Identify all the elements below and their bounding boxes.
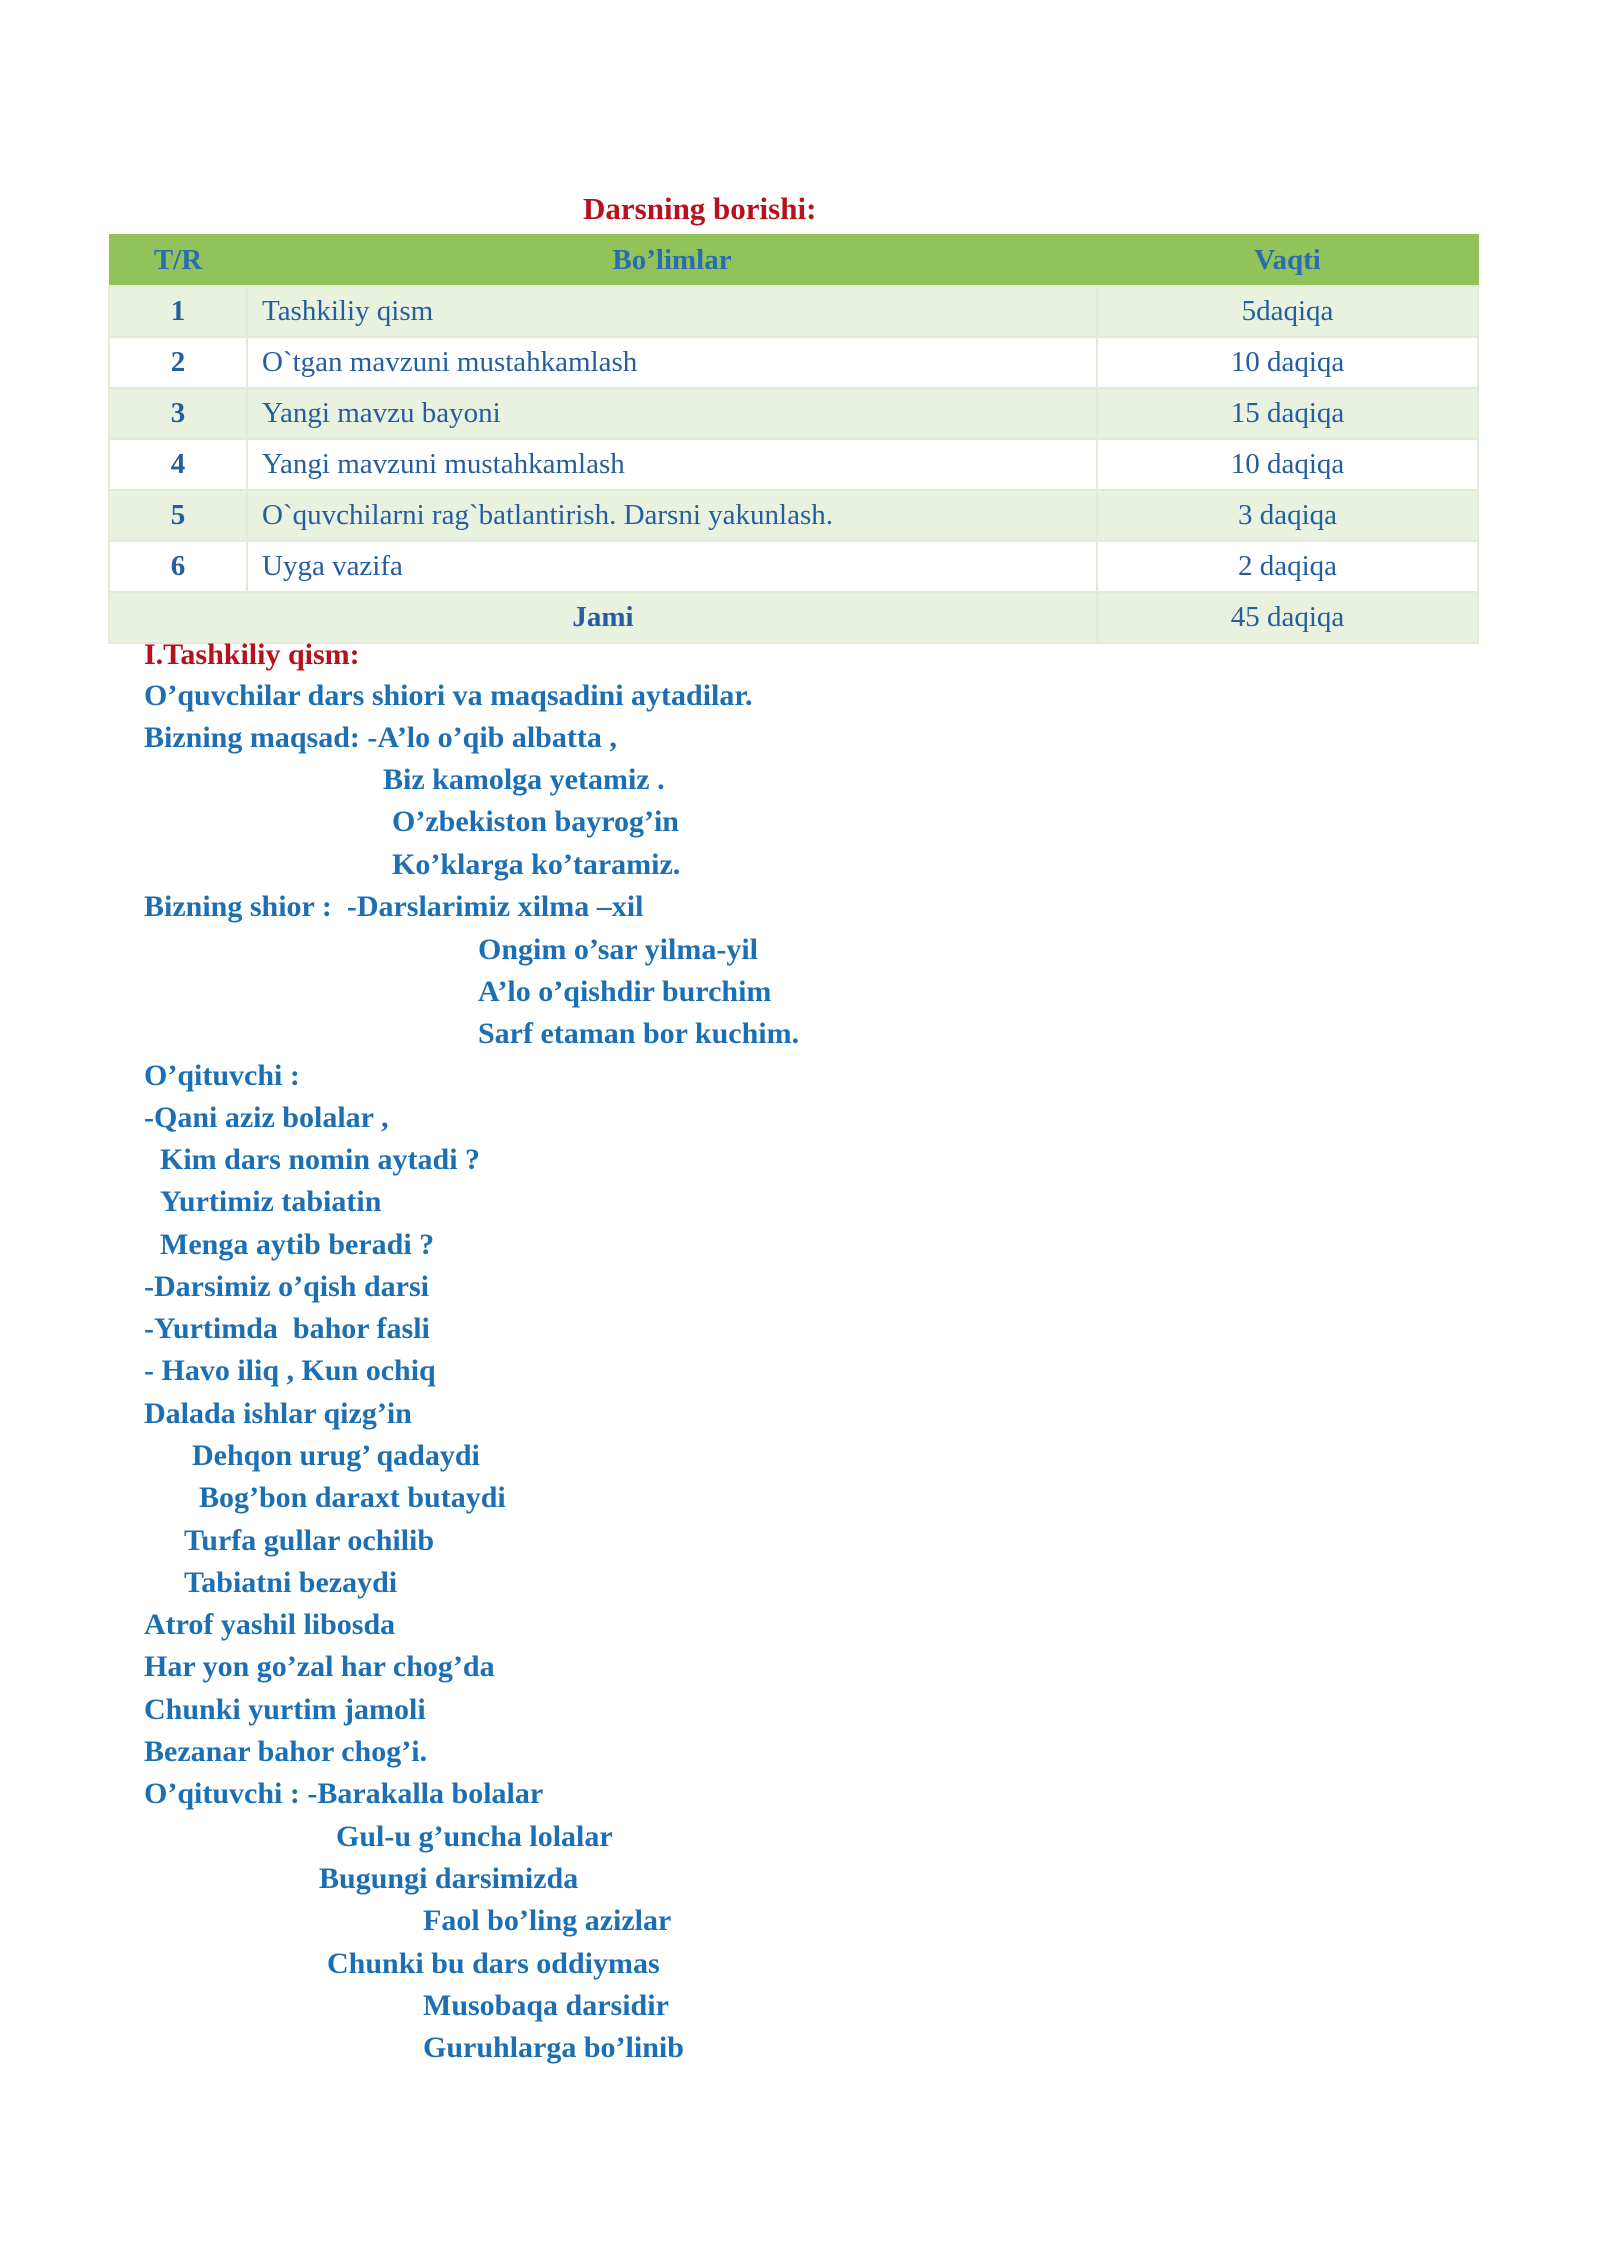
row-number: 4 bbox=[109, 439, 247, 490]
text-line: Bizning shior : -Darslarimiz xilma –xil bbox=[144, 890, 644, 923]
table-row bbox=[109, 541, 1478, 592]
text-line: Atrof yashil libosda bbox=[144, 1608, 396, 1641]
text-line: Guruhlarga bo’linib bbox=[423, 2031, 684, 2064]
text-line: Bugungi darsimizda bbox=[319, 1862, 579, 1895]
text-line: Biz kamolga yetamiz . bbox=[383, 763, 665, 796]
section-heading: I.Tashkiliy qism: bbox=[144, 638, 360, 671]
row-time: 10 daqiqa bbox=[1097, 439, 1478, 490]
table-row bbox=[109, 286, 1478, 337]
table-row bbox=[109, 388, 1478, 439]
row-section: Uyga vazifa bbox=[247, 541, 1097, 592]
row-section: Yangi mavzuni mustahkamlash bbox=[247, 439, 1097, 490]
lesson-plan-table bbox=[108, 234, 1479, 644]
text-line: Ongim o’sar yilma-yil bbox=[478, 933, 758, 966]
total-time: 45 daqiqa bbox=[1097, 592, 1478, 643]
text-line: Chunki yurtim jamoli bbox=[144, 1693, 426, 1726]
header-time: Vaqti bbox=[1097, 235, 1478, 287]
row-section: O`tgan mavzuni mustahkamlash bbox=[247, 337, 1097, 388]
text-line: -Darsimiz o’qish darsi bbox=[144, 1270, 429, 1303]
text-line: O’quvchilar dars shiori va maqsadini aytadilar. bbox=[144, 679, 753, 712]
text-line: Tabiatni bezaydi bbox=[184, 1566, 398, 1599]
table-row bbox=[109, 439, 1478, 490]
text-line: O’qituvchi : bbox=[144, 1059, 300, 1092]
text-line: Turfa gullar ochilib bbox=[184, 1524, 435, 1557]
row-section: Tashkiliy qism bbox=[247, 286, 1097, 337]
table-row bbox=[109, 490, 1478, 541]
text-line: A’lo o’qishdir burchim bbox=[478, 975, 772, 1008]
row-time: 10 daqiqa bbox=[1097, 337, 1478, 388]
row-number: 2 bbox=[109, 337, 247, 388]
row-number: 6 bbox=[109, 541, 247, 592]
text-line: O’zbekiston bayrog’in bbox=[392, 805, 679, 838]
total-label: Jami bbox=[109, 592, 1097, 643]
text-line: Gul-u g’uncha lolalar bbox=[336, 1820, 613, 1853]
row-section: O`quvchilarni rag`batlantirish. Darsni yakunlash. bbox=[247, 490, 1097, 541]
row-time: 3 daqiqa bbox=[1097, 490, 1478, 541]
text-line: Sarf etaman bor kuchim. bbox=[478, 1017, 800, 1050]
text-line: Faol bo’ling azizlar bbox=[423, 1904, 672, 1937]
row-time: 5daqiqa bbox=[1097, 286, 1478, 337]
table-header-row bbox=[109, 235, 1478, 287]
text-line: Dalada ishlar qizg’in bbox=[144, 1397, 412, 1430]
text-line: Kim dars nomin aytadi ? bbox=[160, 1143, 481, 1176]
row-time: 2 daqiqa bbox=[1097, 541, 1478, 592]
row-number: 1 bbox=[109, 286, 247, 337]
row-section: Yangi mavzu bayoni bbox=[247, 388, 1097, 439]
table-row bbox=[109, 337, 1478, 388]
text-line: Menga aytib beradi ? bbox=[160, 1228, 435, 1261]
row-time: 15 daqiqa bbox=[1097, 388, 1478, 439]
header-number: T/R bbox=[109, 235, 247, 287]
text-line: Chunki bu dars oddiymas bbox=[327, 1947, 660, 1980]
text-line: Har yon go’zal har chog’da bbox=[144, 1650, 495, 1683]
lesson-plan-title: Darsning borishi: bbox=[583, 191, 817, 226]
text-line: -Yurtimda bahor fasli bbox=[144, 1312, 430, 1345]
text-line: Musobaqa darsidir bbox=[423, 1989, 669, 2022]
text-line: Ko’klarga ko’taramiz. bbox=[392, 848, 681, 881]
text-line: O’qituvchi : -Barakalla bolalar bbox=[144, 1777, 544, 1810]
text-line: Bog’bon daraxt butaydi bbox=[199, 1481, 506, 1514]
text-line: Dehqon urug’ qadaydi bbox=[192, 1439, 480, 1472]
text-line: Bizning maqsad: -A’lo o’qib albatta , bbox=[144, 721, 617, 754]
row-number: 5 bbox=[109, 490, 247, 541]
text-line: Bezanar bahor chog’i. bbox=[144, 1735, 428, 1768]
text-line: - Havo iliq , Kun ochiq bbox=[144, 1354, 436, 1387]
table-total-row bbox=[109, 592, 1478, 643]
header-sections: Bo’limlar bbox=[247, 235, 1097, 287]
row-number: 3 bbox=[109, 388, 247, 439]
text-line: Yurtimiz tabiatin bbox=[160, 1185, 382, 1218]
text-line: -Qani aziz bolalar , bbox=[144, 1101, 389, 1134]
